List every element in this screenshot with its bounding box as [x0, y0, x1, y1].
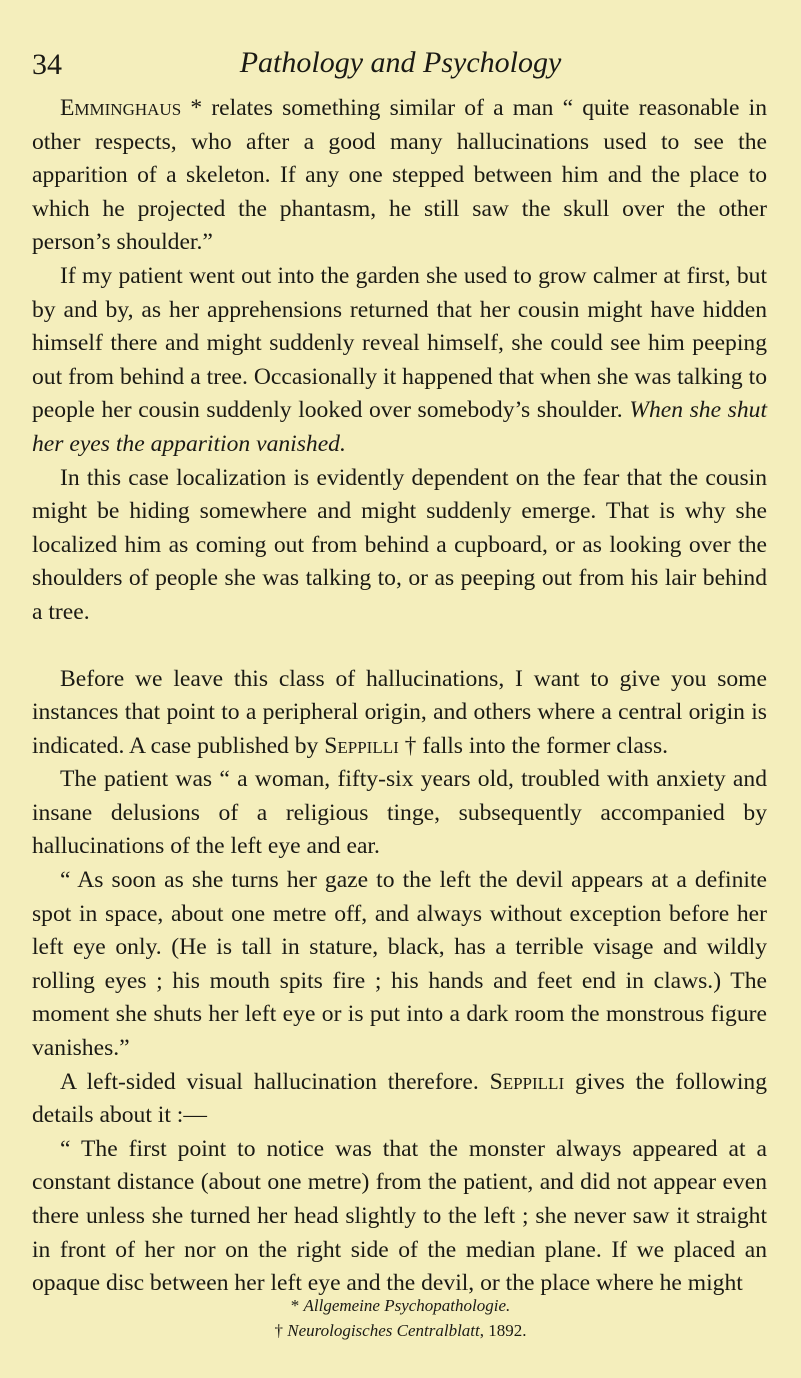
- footnote-rest: , 1892.: [479, 1321, 527, 1340]
- paragraph-text: Before we leave this class of hallucinations, I want to give you some instances that point to a peripheral origin, and others where a central origin is indicated. A case published by: [32, 665, 767, 759]
- paragraph-peripheral-origin: [32, 663, 767, 764]
- paragraph-text: relates something similar of a man “ quite reasonable in other respects, who after a good many hallucinations used to see the apparition of a skeleton. If any one stepped between him and the place to which he projected the phantasm, he still saw the skull over the other person’s shoulder.”: [32, 95, 767, 256]
- footnote-ref: *: [181, 95, 212, 121]
- paragraph-text: The patient was “ a woman, fifty-six years old, troubled with anxiety and insane delusions of a religious tinge, subsequently accompanied by hallucinations of the left eye and ear.: [32, 766, 767, 860]
- footnote-mark: *: [290, 1296, 304, 1315]
- footnote-mark: †: [274, 1321, 288, 1340]
- footnote-item: [0, 1293, 801, 1318]
- paragraph-emminghaus: [32, 92, 767, 260]
- author-name: Seppilli: [324, 732, 399, 759]
- paragraph-localization: [32, 462, 767, 630]
- paragraph-text: A left-sided visual hallucination therefore.: [60, 1068, 479, 1095]
- author-name: Seppilli: [489, 1068, 565, 1095]
- italic-emphasis: When she shut her eyes the apparition vanished.: [32, 397, 768, 457]
- page-header: [32, 44, 769, 84]
- paragraph-text: “ As soon as she turns her gaze to the left the devil appears at a definite spot in space, about one metre off, and always without exception before her left eye only. (He is tall in stature, black, has a terrible visage and wildly rolling eyes ; his mouth spits fire ; his hands and feet end in claws.) The moment she shuts her left eye or is put into a dark room the monstrous figure vanishes.”: [32, 867, 767, 1062]
- footnote-ref: †: [398, 732, 423, 759]
- paragraph-text: In this case localization is evidently dependent on the fear that the cousin might be hiding somewhere and might suddenly emerge. That is why she localized him as coming out from behind a cupboard, or as looking over the shoulders of people she was talking to, or as peeping out from his lair behind a tree.: [32, 464, 767, 625]
- paragraph-monster: [32, 1133, 767, 1301]
- paragraph-text-continued: falls into the former class.: [422, 732, 669, 759]
- author-name: Emminghaus: [60, 95, 182, 121]
- paragraph-patient: [32, 763, 767, 864]
- footnotes: [0, 1293, 801, 1343]
- footnote-title: Neurologisches Centralblatt: [287, 1321, 480, 1340]
- paragraph-left-sided: [32, 1066, 767, 1133]
- paragraph-text-continued: gives the following details about it :—: [32, 1068, 767, 1129]
- footnote-item: [0, 1318, 801, 1343]
- paragraph-text: If my patient went out into the garden she used to grow calmer at first, but by and by, as her apprehensions returned that her cousin might have hidden himself there and might suddenly reveal himself, she could see him peeping out from behind a tree. Occasionally it happened that when she was talking to people her cousin suddenly looked over somebody’s shoulder.: [32, 262, 767, 424]
- footnote-title: Allgemeine Psychopathologie.: [303, 1296, 511, 1315]
- paragraph-devil: [32, 864, 767, 1066]
- running-title: Pathology and Psychology: [239, 46, 562, 79]
- body-text: [32, 92, 767, 1301]
- page-number: 34: [32, 48, 62, 81]
- paragraph-text: “ The first point to notice was that the monster always appeared at a constant distance (about one metre) from the patient, and did not appear even there unless she turned her head slightly to the left ; she never saw it straight in front of her nor on the right side of the median plane. If we placed an opaque disc between her left eye and the devil, or the place where he might: [32, 1135, 767, 1297]
- paragraph-garden: [32, 260, 767, 462]
